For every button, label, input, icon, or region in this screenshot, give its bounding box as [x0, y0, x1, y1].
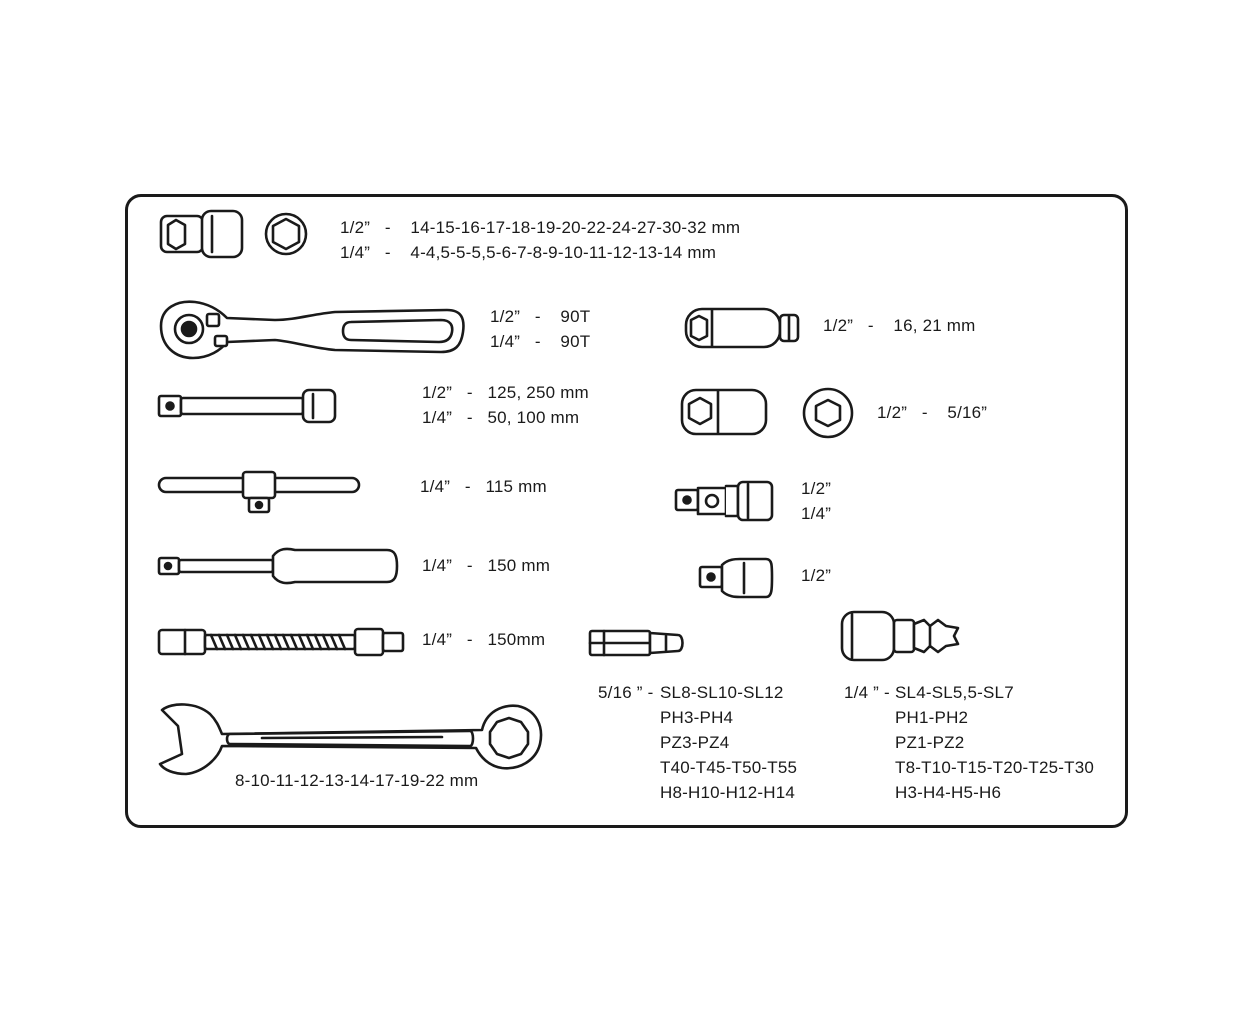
- bits-516-item-5: H8-H10-H12-H14: [660, 783, 796, 802]
- socket-icon: [158, 208, 248, 262]
- bits-516-item-1: SL8-SL10-SL12: [660, 683, 784, 702]
- t-handle-icon: [155, 468, 365, 516]
- hex-socket-end-icon: [800, 385, 856, 441]
- bits-14-item-5: H3-H4-H5-H6: [895, 783, 1002, 802]
- universal-joint-icon: [672, 478, 778, 524]
- bits-14-item-2: PH1-PH2: [895, 708, 969, 727]
- screwdriver-handle-line-1: 1/4” - 150 mm: [422, 556, 551, 575]
- sockets-line-2: 1/4” - 4-4,5-5-5,5-6-7-8-9-10-11-12-13-14 mm: [340, 243, 717, 262]
- flex-extension-line-1: 1/4” - 150mm: [422, 630, 546, 649]
- flex-extension-icon: [155, 624, 410, 660]
- spark-plug-socket-icon: [682, 305, 802, 351]
- hex-socket-line-1: 1/2” - 5/16”: [877, 403, 988, 422]
- bits-516-item-3: PZ3-PZ4: [660, 733, 730, 752]
- screwdriver-handle-icon: [155, 544, 400, 588]
- bits-516-item-2: PH3-PH4: [660, 708, 734, 727]
- bits-14-prefix: 1/4 ” -: [844, 683, 890, 702]
- extension-line-2: 1/4” - 50, 100 mm: [422, 408, 580, 427]
- bits-14-item-1: SL4-SL5,5-SL7: [895, 683, 1014, 702]
- bits-14-item-3: PZ1-PZ2: [895, 733, 965, 752]
- extension-bar-icon: [155, 386, 341, 426]
- universal-joint-line-2: 1/4”: [801, 504, 832, 523]
- bits-14-item-4: T8-T10-T15-T20-T25-T30: [895, 758, 1095, 777]
- bit-516-icon: [586, 626, 696, 660]
- wrench-label: 8-10-11-12-13-14-17-19-22 mm: [235, 771, 479, 790]
- bit-socket-14-icon: [838, 608, 966, 664]
- ratchet-line-1: 1/2” - 90T: [490, 307, 591, 326]
- sockets-line-1: 1/2” - 14-15-16-17-18-19-20-22-24-27-30-32 mm: [340, 218, 741, 237]
- extension-line-1: 1/2” - 125, 250 mm: [422, 383, 589, 402]
- spark-plug-socket-line-1: 1/2” - 16, 21 mm: [823, 316, 976, 335]
- bits-516-prefix: 5/16 ” -: [598, 683, 654, 702]
- adapter-line-1: 1/2”: [801, 566, 832, 585]
- hex-socket-icon: [678, 386, 772, 438]
- ratchet-line-2: 1/4” - 90T: [490, 332, 591, 351]
- adapter-icon: [696, 555, 776, 601]
- ratchet-icon: [155, 296, 467, 366]
- socket-end-icon: [262, 210, 310, 258]
- bits-516-item-4: T40-T45-T50-T55: [660, 758, 798, 777]
- t-handle-line-1: 1/4” - 115 mm: [420, 477, 547, 496]
- universal-joint-line-1: 1/2”: [801, 479, 832, 498]
